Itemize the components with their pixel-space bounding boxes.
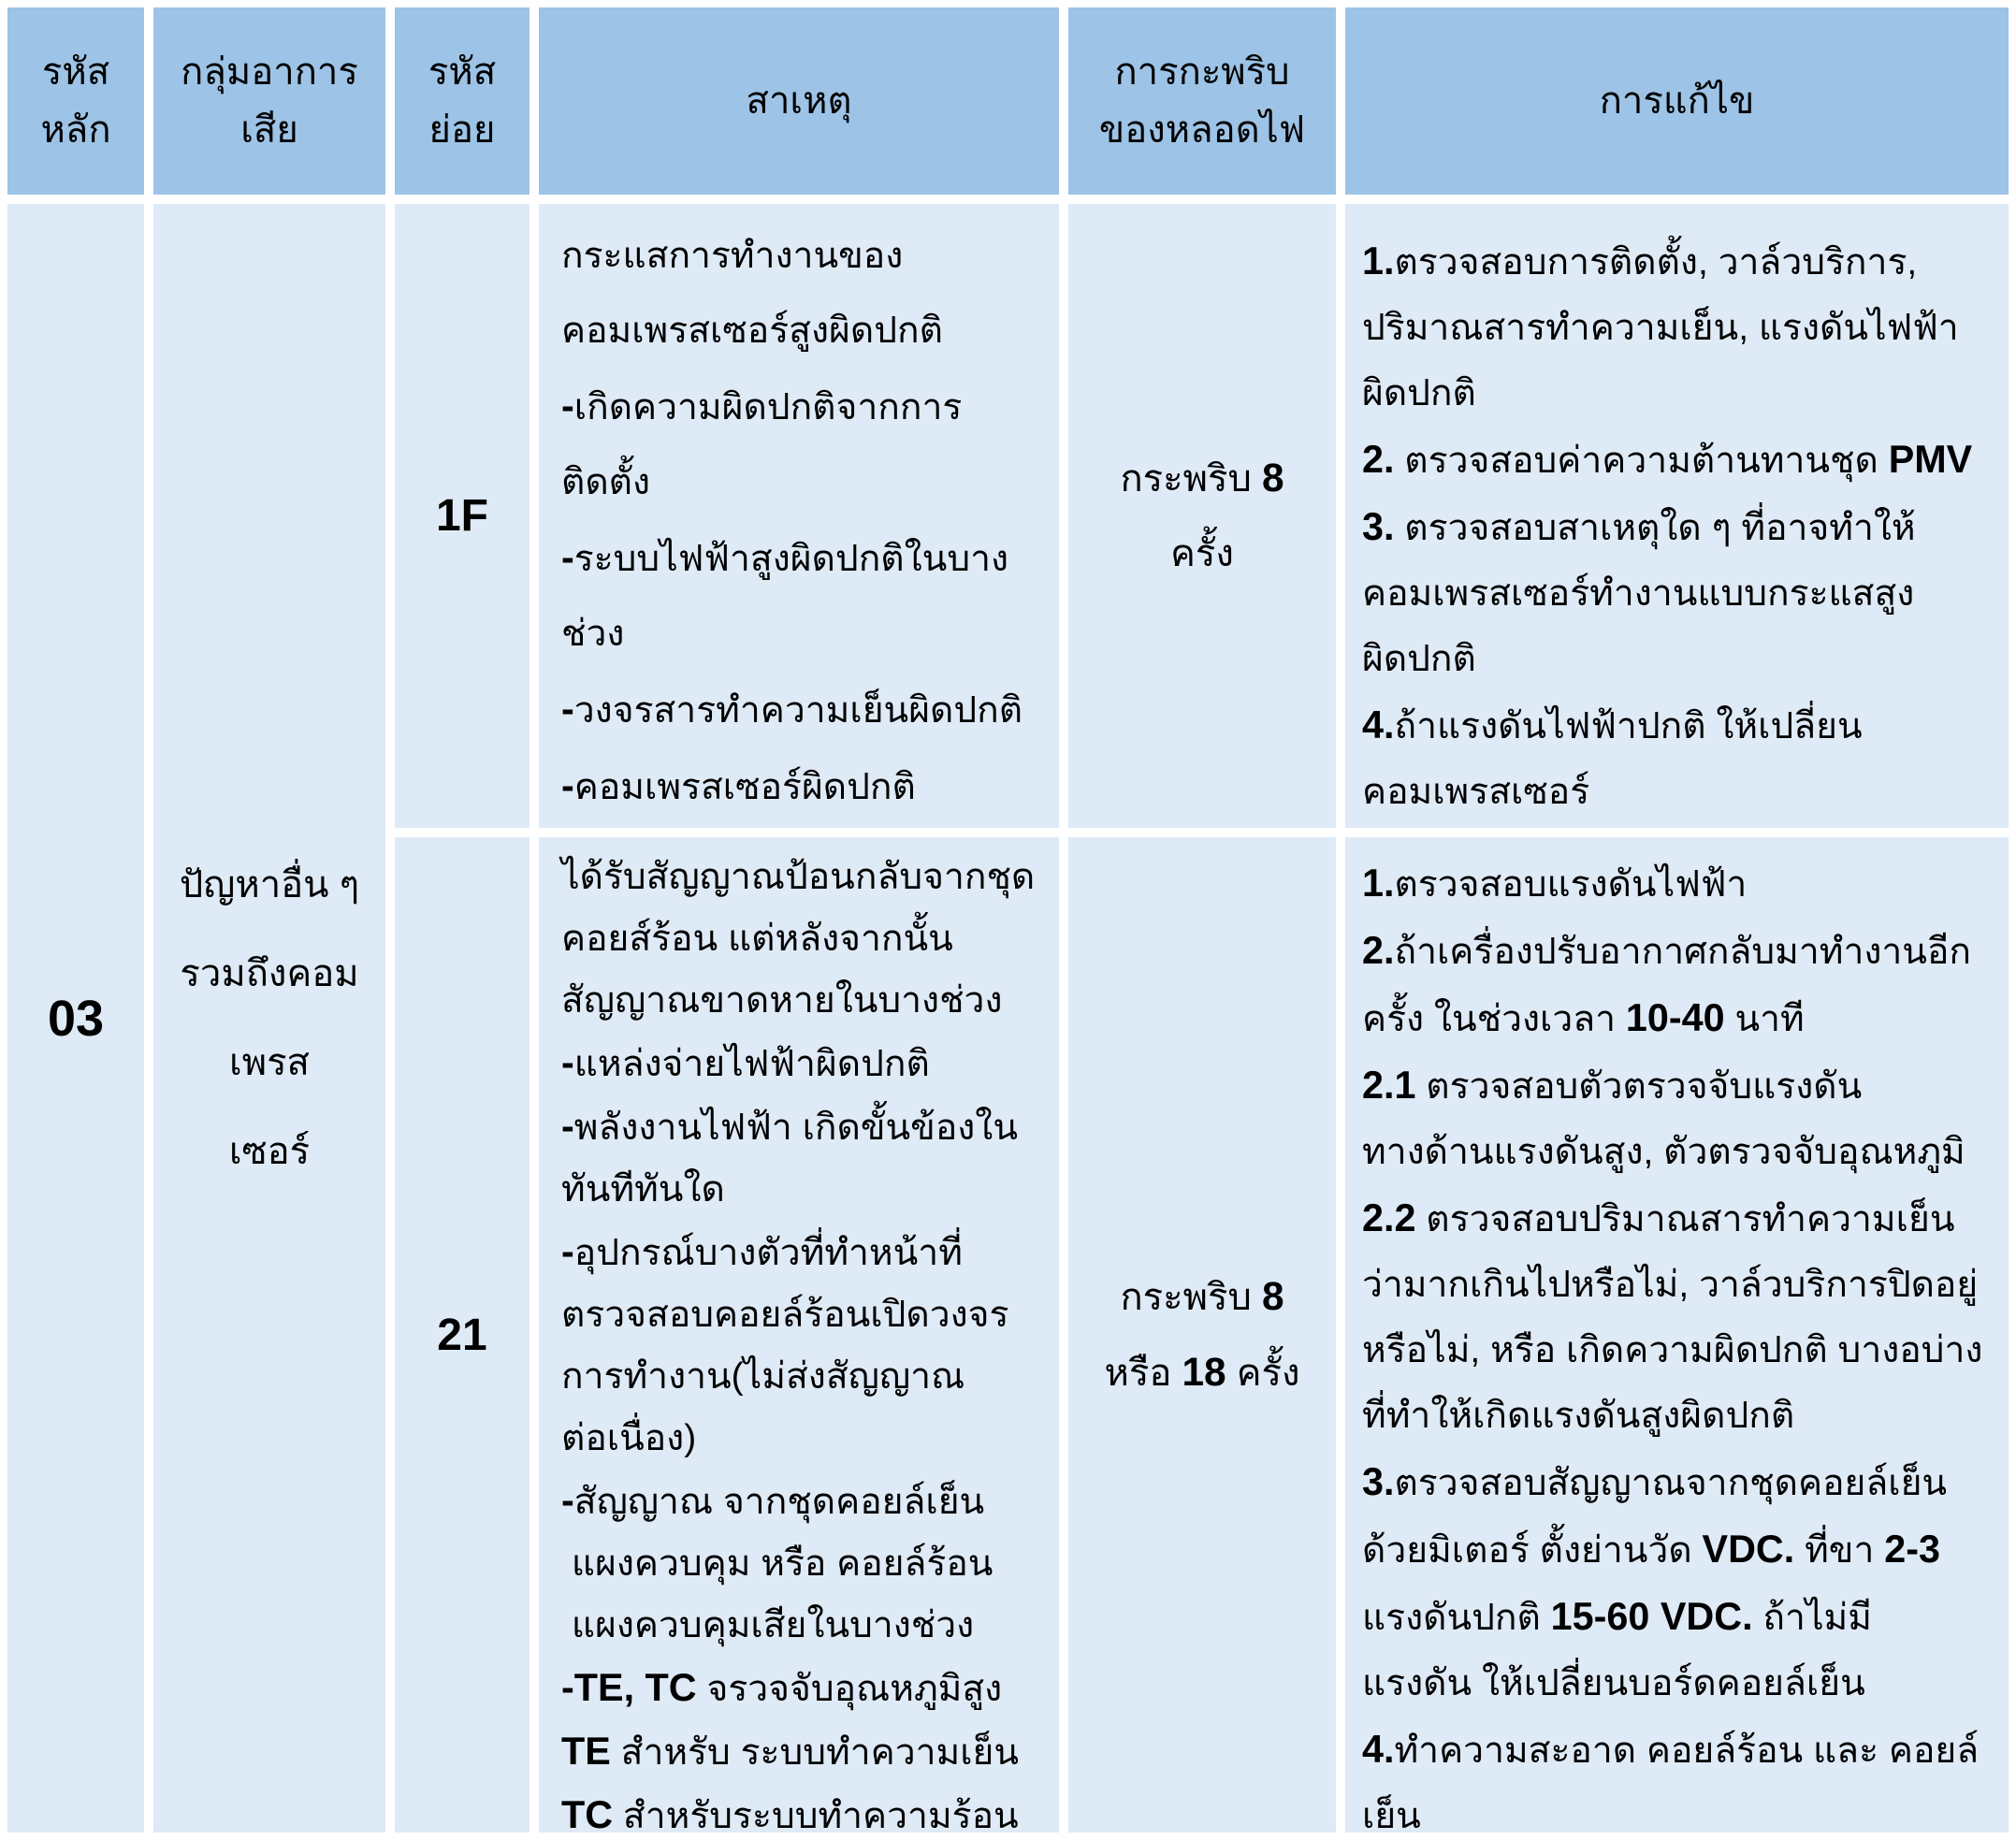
text-line: กระพริบ 8 (1120, 456, 1284, 500)
cause-cell-1f (539, 204, 1059, 828)
text-line: 3.ตรวจสอบสัญญาณจากชุดคอยล์เย็น (1362, 1460, 1948, 1503)
text-line: สาเหตุ (746, 80, 852, 122)
text-line: ครั้ง (1170, 533, 1234, 574)
text-line: TE สำหรับ ระบบทำความเย็น (561, 1730, 1020, 1773)
main-code-cell: 03 (7, 204, 144, 1833)
text-line: การทำงาน(ไม่ส่งสัญญาณ (561, 1356, 965, 1397)
text-line: หลัก (40, 109, 111, 151)
header-fault-group (153, 7, 385, 195)
header-main-code (7, 7, 144, 195)
text-line: 4.ทำความสะอาด คอยล์ร้อน และ คอยล์ (1362, 1728, 1980, 1771)
text-line: แผงควบคุมเสียในบางช่วง (561, 1605, 975, 1645)
text-line: ต่อเนื่อง) (561, 1418, 697, 1458)
text-line: คอมเพรสเซอร์สูงผิดปกติ (561, 311, 943, 351)
text-line: ติดตั้ง (561, 462, 651, 502)
text-line: ผิดปกติ (1362, 373, 1476, 413)
text-line: 4.ถ้าแรงดันไฟฟ้าปกติ ให้เปลี่ยน (1362, 703, 1863, 746)
text-line: 2.ถ้าเครื่องปรับอากาศกลับมาทำงานอีก (1362, 929, 1971, 972)
text-line: -ระบบไฟฟ้าสูงผิดปกติในบาง (561, 536, 1009, 579)
text-line: เพรส (229, 1041, 310, 1083)
cause-cell-21 (539, 837, 1059, 1833)
text-line: ทันทีทันใด (561, 1169, 725, 1210)
text-line: ทางด้านแรงดันสูง, ตัวตรวจจับอุณหภูมิ (1362, 1132, 1965, 1172)
text-line: ผิดปกติ (1362, 639, 1476, 679)
text-line: รหัส (428, 51, 497, 93)
text-line: ที่ทำให้เกิดแรงดันสูงผิดปกติ (1362, 1396, 1795, 1436)
text-line: เย็น (1362, 1796, 1421, 1833)
text-line: สัญญาณขาดหายในบางช่วง (561, 980, 1003, 1021)
text-line: ปัญหาอื่น ๆ (179, 863, 360, 906)
text-line: 1.ตรวจสอบแรงดันไฟฟ้า (1362, 862, 1748, 905)
text-line: เซอร์ (228, 1130, 311, 1172)
header-cause (539, 7, 1059, 195)
text-line: คอมเพรสเซอร์ทำงานแบบกระแสสูง (1362, 573, 1915, 614)
solution-cell-1f (1345, 204, 2009, 828)
text-line: เสีย (240, 109, 298, 151)
text-line: ช่วง (561, 614, 625, 654)
text-line: ตรวจสอบคอยล์ร้อนเปิดวงจร (561, 1295, 1009, 1335)
sub-code-cell-21: 21 (395, 837, 529, 1833)
text-line: 2.2 ตรวจสอบปริมาณสารทำความเย็น (1362, 1196, 1955, 1239)
text-line: แผงควบคุม หรือ คอยล์ร้อน (561, 1543, 993, 1584)
text-line: รวมถึงคอม (180, 952, 359, 994)
text-line: -คอมเพรสเซอร์ผิดปกติ (561, 764, 916, 807)
text-line: ย่อย (428, 109, 496, 151)
text-line: -สัญญาณ จากชุดคอยล์เย็น (561, 1479, 985, 1522)
header-blink (1068, 7, 1336, 195)
text-line: คอมเพรสเซอร์ (1362, 772, 1590, 812)
text-line: กระพริบ 8 (1120, 1274, 1284, 1318)
text-line: หรือ 18 ครั้ง (1104, 1350, 1300, 1394)
text-line: การกะพริบ (1114, 51, 1290, 93)
solution-cell-21 (1345, 837, 2009, 1833)
text-line: แรงดัน ให้เปลี่ยนบอร์ดคอยล์เย็น (1362, 1663, 1865, 1703)
text-line: -เกิดความผิดปกติจากการ (561, 384, 963, 427)
text-line: -อุปกรณ์บางตัวที่ทำหน้าที่ (561, 1230, 963, 1273)
text-line: -TE, TC จรวจจับอุณหภูมิสูง (561, 1666, 1003, 1709)
text-line: -วงจรสารทำความเย็นผิดปกติ (561, 688, 1023, 731)
blink-cell-1f (1068, 204, 1336, 828)
text-line: ปริมาณสารทำความเย็น, แรงดันไฟฟ้า (1362, 308, 1959, 348)
sub-code-cell-1f: 1F (395, 204, 529, 828)
text-line: รหัส (41, 51, 110, 93)
text-line: หรือไม่, หรือ เกิดความผิดปกติ บางอบ่าง (1362, 1330, 1983, 1370)
text-line: ของหลอดไฟ (1098, 109, 1306, 151)
text-line: การแก้ไข (1599, 80, 1755, 122)
text-line: 2. ตรวจสอบค่าความต้านทานชุด PMV (1362, 438, 1973, 481)
text-line: 1.ตรวจสอบการติดตั้ง, วาล์วบริการ, (1362, 239, 1918, 283)
text-line: คอยส์ร้อน แต่หลังจากนั้น (561, 919, 953, 959)
text-line: ได้รับสัญญาณป้อนกลับจากชุด (561, 857, 1036, 897)
text-line: ด้วยมิเตอร์ ตั้งย่านวัด VDC. ที่ขา 2-3 (1362, 1528, 1940, 1571)
text-line: ครั้ง ในช่วงเวลา 10-40 นาที (1362, 996, 1805, 1039)
text-line: -พลังงานไฟฟ้า เกิดขั้นข้องใน (561, 1105, 1019, 1148)
text-line: TC สำหรับระบบทำความร้อน (561, 1793, 1019, 1833)
header-solution (1345, 7, 2009, 195)
blink-cell-21 (1068, 837, 1336, 1833)
header-sub-code (395, 7, 529, 195)
text-line: 2.1 ตรวจสอบตัวตรวจจับแรงดัน (1362, 1064, 1863, 1107)
text-line: แรงดันปกติ 15-60 VDC. ถ้าไม่มี (1362, 1595, 1872, 1638)
fault-group-cell (153, 204, 385, 1833)
text-line: -แหล่งจ่ายไฟฟ้าผิดปกติ (561, 1041, 930, 1084)
text-line: กลุ่มอาการ (181, 51, 358, 93)
text-line: 3. ตรวจสอบสาเหตุใด ๆ ที่อาจทำให้ (1362, 505, 1916, 548)
text-line: กระแสการทำงานของ (561, 236, 904, 276)
text-line: ว่ามากเกินไปหรือไม่, วาล์วบริการปิดอยู่ (1362, 1265, 1979, 1305)
